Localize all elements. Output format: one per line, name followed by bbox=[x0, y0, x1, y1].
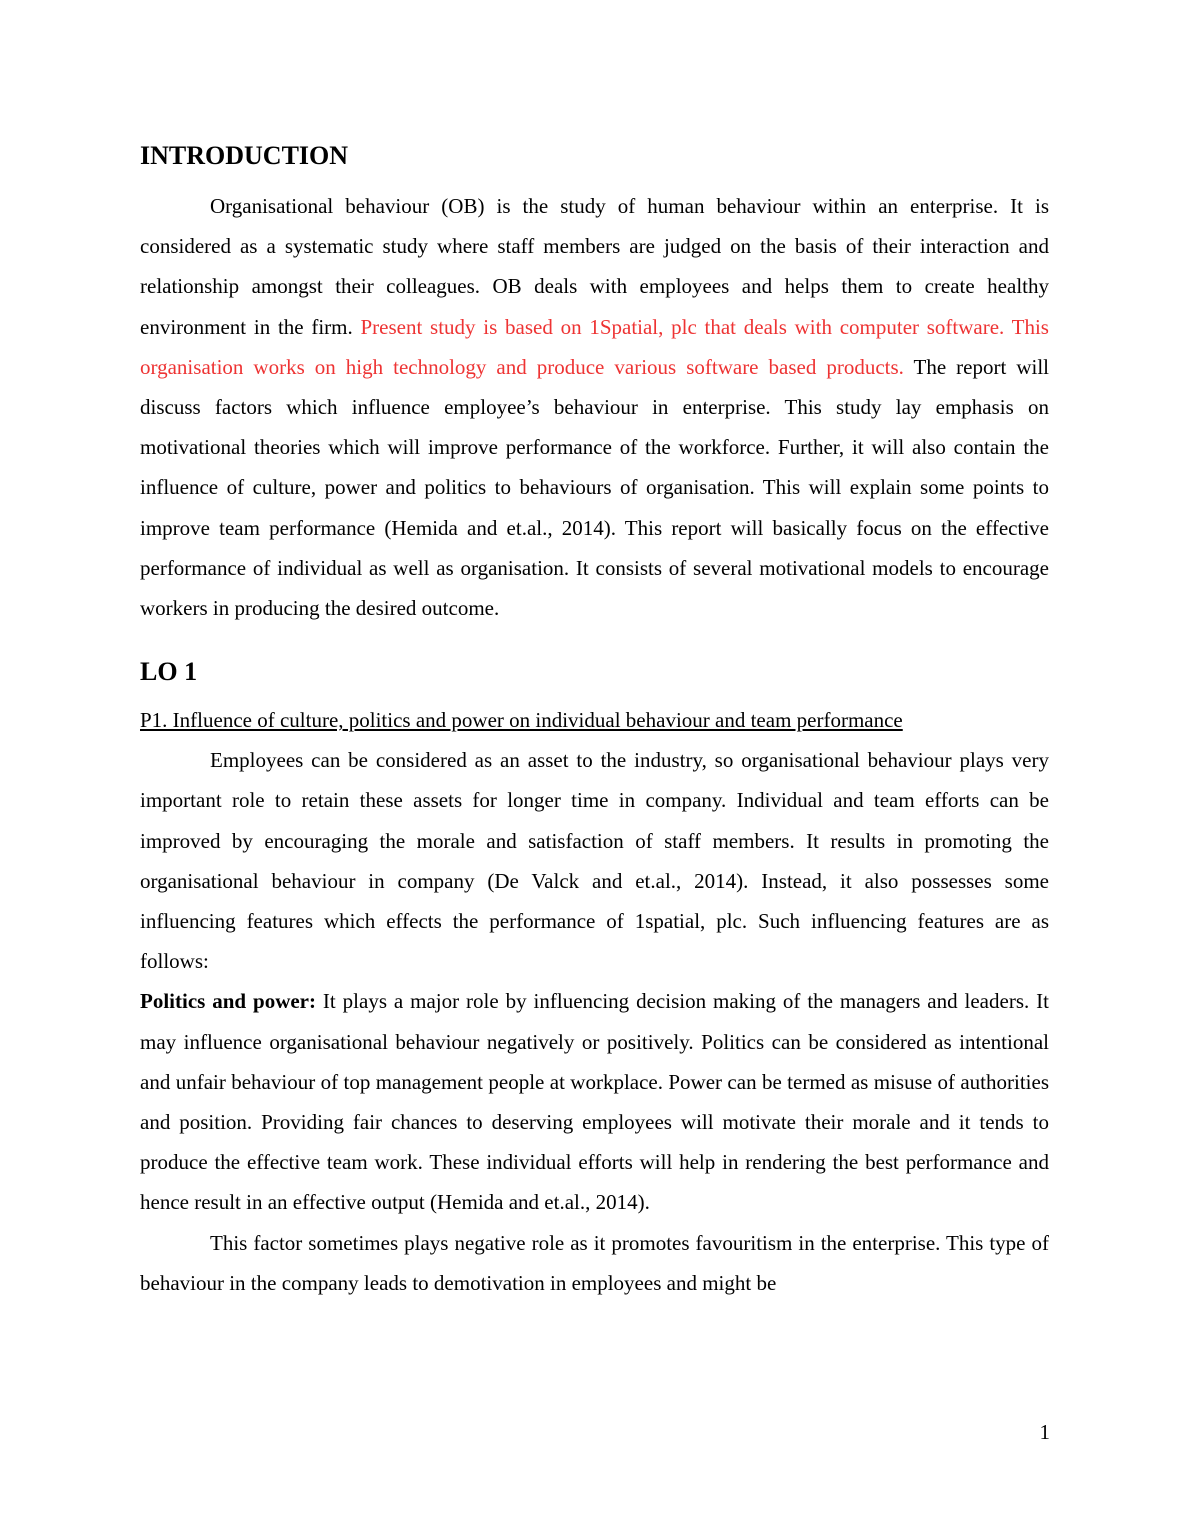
politics-power-label: Politics and power: bbox=[140, 989, 316, 1014]
politics-power-paragraph bbox=[140, 981, 1049, 1222]
lo1-paragraph-1: Employees can be considered as an asset to the industry, so organisational behaviour plays very important role to retain these assets for longer time in company. Individual and team efforts can be improved by encouraging the morale and satisfaction of staff members. It results in promoting the organisational behaviour in company (De Valck and et.al., 2014). Instead, it also possesses some influencing features which effects the performance of 1spatial, plc. Such influencing features are as follows: bbox=[140, 748, 1049, 974]
lo1-paragraph-3: This factor sometimes plays negative role as it promotes favouritism in the enterprise. This type of behaviour in the company leads to demotivation in employees and might be bbox=[140, 1230, 1049, 1295]
p1-subheading: P1. Influence of culture, politics and power on individual behaviour and team performance bbox=[140, 708, 903, 733]
intro-text-part-2: The report will discuss factors which influence employee’s behaviour in enterprise. This study lay emphasis on motivational theories which will improve performance of the workforce. Further, it will also contain the influence of culture, power and politics to behaviours of organisation. This will explain some points to improve team performance (Hemida and et.al., 2014). This report will basically focus on the effective performance of individual as well as organisation. It consists of several motivational models to encourage workers in producing the desired outcome. bbox=[140, 354, 1049, 621]
introduction-paragraph bbox=[140, 186, 1049, 628]
politics-power-text: It plays a major role by influencing decision making of the managers and leaders. It may influence organisational behaviour negatively or positively. Politics can be considered as intentional and unfair behaviour of top management people at workplace. Power can be termed as misuse of authorities and position. Providing fair chances to deserving employees will motivate their morale and it tends to produce the effective team work. These individual efforts will help in rendering the best performance and hence result in an effective output (Hemida and et.al., 2014). bbox=[140, 989, 1049, 1215]
intro-highlighted-text: Present study is based on 1Spatial, plc that deals with computer software. This organisation works on high technology and produce various software based products. bbox=[140, 314, 1049, 379]
lo1-heading: LO 1 bbox=[140, 657, 198, 687]
page-number: 1 bbox=[1039, 1420, 1050, 1444]
intro-text-part-1: Organisational behaviour (OB) is the study of human behaviour within an enterprise. It is considered as a systematic study where staff members are judged on the basis of their interaction and relationship amongst their colleagues. OB deals with employees and helps them to create healthy environment in the firm. bbox=[140, 194, 1049, 339]
introduction-heading: INTRODUCTION bbox=[140, 141, 349, 170]
document-page bbox=[140, 138, 1049, 1303]
